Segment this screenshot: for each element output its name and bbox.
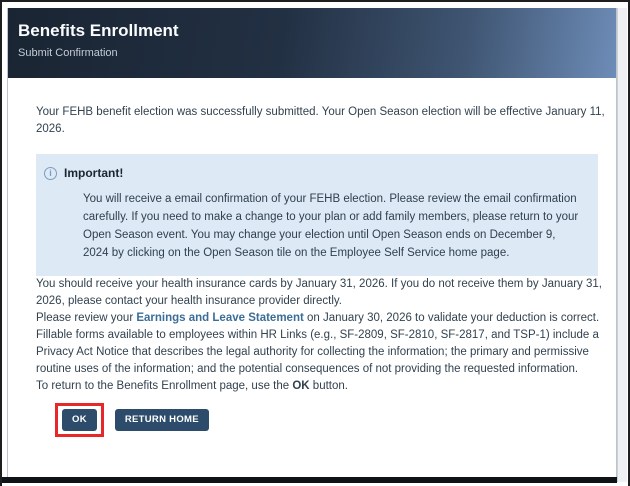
review-statement-text xyxy=(36,310,608,327)
button-row xyxy=(36,403,608,437)
important-notice-body: You will receive a email confirmation of your FEHB election. Please review the email confirmation carefully. If you need to make a change to your plan or add family members, please return to your Open Season event. You may change your election until Open Season ends on December 9, 2024 by clicking on the Open Season tile on the Employee Self Service home page. xyxy=(83,193,579,259)
important-notice-box xyxy=(36,154,598,276)
review-prefix: Please review your xyxy=(36,312,137,324)
scrollbar-track[interactable] xyxy=(617,8,627,482)
return-prefix: To return to the Benefits Enrollment page, use the xyxy=(36,380,293,392)
submission-success-text: Your FEHB benefit election was successfully submitted. Your Open Season election will be effective January 11, 2026. xyxy=(36,106,605,135)
important-notice-title: Important! xyxy=(64,166,124,180)
page-header-banner xyxy=(8,8,616,78)
earnings-leave-statement-link[interactable]: Earnings and Leave Statement xyxy=(136,312,304,324)
bottom-border-band xyxy=(2,477,617,483)
insurance-cards-text: You should receive your health insurance cards by January 31, 2026. If you do not receive them by January 31, 2026, please contact your health insurance provider directly. xyxy=(36,278,602,307)
ok-button-highlight xyxy=(55,403,104,437)
privacy-act-notice-text: Fillable forms available to employees within HR Links (e.g., SF-2809, SF-2810, SF-2817, and TSP-1) include a Privacy Act Notice that describes the legal authority for collecting the information; the primary and permissive routine uses of the information; and the potential consequences of not providing the requested information. xyxy=(36,329,599,375)
page-subtitle: Submit Confirmation xyxy=(18,47,118,59)
page-title: Benefits Enrollment xyxy=(18,21,179,40)
important-notice-header xyxy=(44,165,584,182)
return-suffix: button. xyxy=(309,380,348,392)
info-icon: i xyxy=(44,167,57,180)
return-instruction-text xyxy=(36,378,608,395)
review-suffix: on January 30, 2026 to validate your deduction is correct. xyxy=(303,312,600,324)
return-bold-ok: OK xyxy=(292,380,310,392)
ok-button[interactable]: OK xyxy=(62,409,97,431)
return-home-button[interactable]: RETURN HOME xyxy=(115,409,209,431)
page-frame xyxy=(7,8,617,477)
confirmation-content xyxy=(8,78,616,437)
